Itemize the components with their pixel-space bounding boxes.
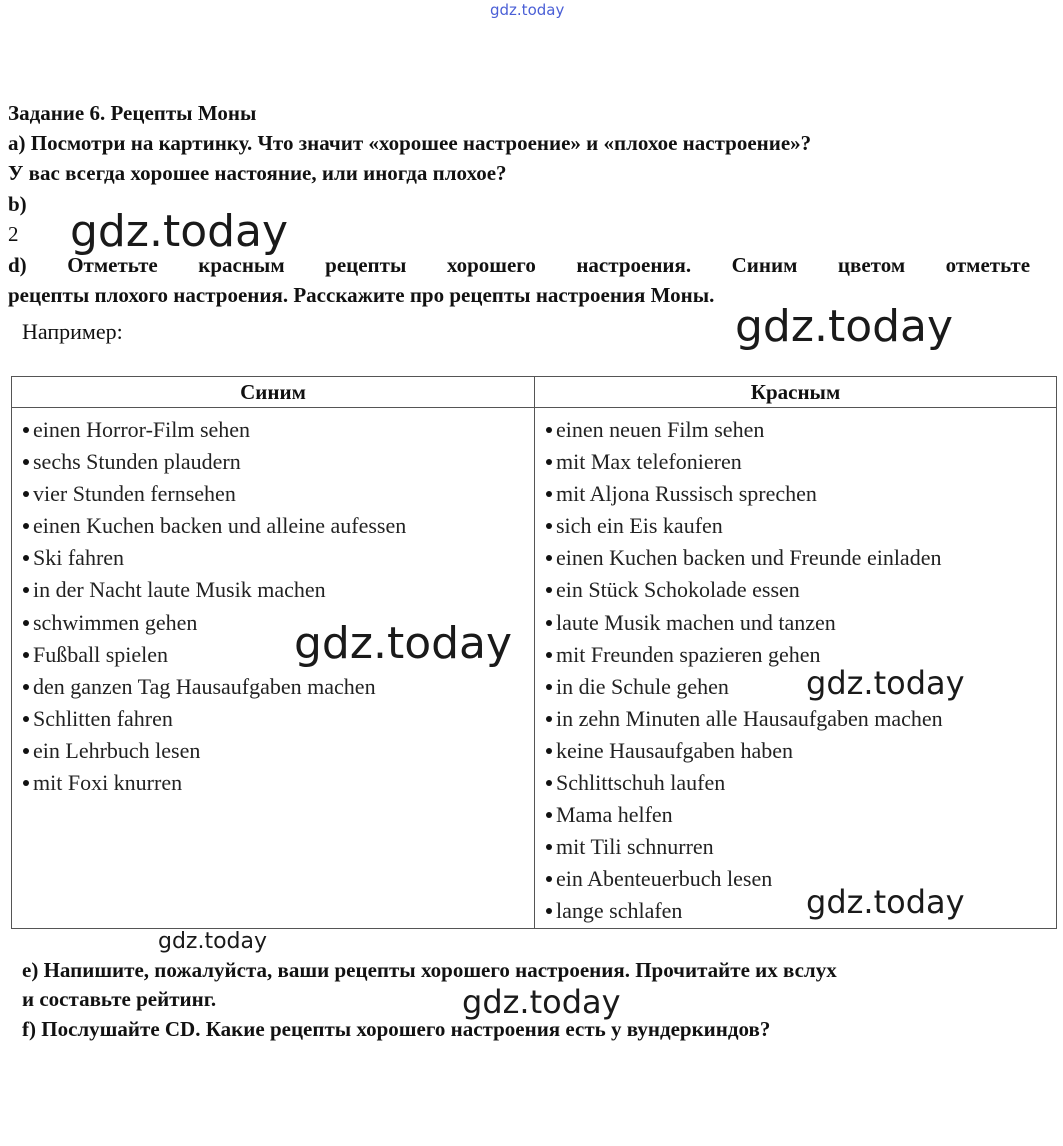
list-item-text: ein Stück Schokolade essen (556, 577, 800, 603)
list-item (535, 671, 1056, 703)
list-item-text: ein Lehrbuch lesen (33, 737, 201, 763)
bullet-icon (546, 780, 552, 786)
d-word: хорошего (446, 253, 536, 277)
bullet-icon (546, 491, 552, 497)
list-item (12, 767, 534, 799)
task-e-line1: e) Напишите, пожалуйста, ваши рецепты хорошего настроения. Прочитайте их вслух (22, 958, 837, 982)
task-b-answer: 2 (8, 222, 19, 246)
list-item-text: den ganzen Tag Hausaufgaben machen (33, 673, 376, 699)
bullet-icon (546, 908, 552, 914)
bullet-icon (546, 844, 552, 850)
task-f-line: f) Послушайте CD. Какие рецепты хорошего настроения есть у вундеркиндов? (22, 1017, 771, 1041)
bullet-icon (546, 459, 552, 465)
list-item-text: lange schlafen (556, 898, 683, 924)
list-item-text: in zehn Minuten alle Hausaufgaben machen (556, 705, 943, 731)
watermark: gdz.today (294, 618, 513, 669)
list-item-text: keine Hausaufgaben haben (556, 737, 794, 763)
list-item (535, 574, 1056, 606)
list-item-text: Schlittschuh laufen (556, 770, 726, 796)
watermark: gdz.today (806, 664, 965, 702)
list-item (12, 510, 534, 542)
list-item-text: mit Aljona Russisch sprechen (556, 481, 817, 507)
list-item-text: mit Tili schnurren (556, 834, 714, 860)
list-item (12, 703, 534, 735)
task-title: Задание 6. Рецепты Моны (8, 101, 257, 125)
task-b-label: b) (8, 192, 27, 216)
list-item (535, 414, 1056, 446)
watermark: gdz.today (158, 929, 268, 954)
red-recipes-list (535, 414, 1056, 928)
list-item (535, 831, 1056, 863)
bullet-icon (23, 459, 29, 465)
bullet-icon (23, 684, 29, 690)
task-a-line2: У вас всегда хорошее настояние, или иногда плохое? (8, 161, 507, 185)
watermark: gdz.today (735, 301, 954, 352)
bullet-icon (546, 427, 552, 433)
list-item (535, 895, 1056, 927)
bullet-icon (23, 555, 29, 561)
bullet-icon (546, 812, 552, 818)
list-item (535, 767, 1056, 799)
list-item-text: Fußball spielen (33, 641, 169, 667)
d-word: настроения. (576, 253, 692, 277)
list-item (535, 510, 1056, 542)
list-item (12, 446, 534, 478)
list-item-text: in die Schule gehen (556, 673, 729, 699)
d-word: Синим (731, 253, 798, 277)
list-item (535, 703, 1056, 735)
list-item-text: Ski fahren (33, 545, 125, 571)
bullet-icon (546, 620, 552, 626)
list-item-text: Schlitten fahren (33, 705, 173, 731)
list-item (535, 639, 1056, 671)
list-item-text: einen Kuchen backen und Freunde einladen (556, 545, 942, 571)
list-item (12, 414, 534, 446)
bullet-icon (23, 427, 29, 433)
list-item-text: ein Abenteuerbuch lesen (556, 866, 773, 892)
list-item-text: einen Horror-Film sehen (33, 417, 251, 442)
watermark: gdz.today (70, 206, 289, 257)
task-d-line1 (8, 255, 1030, 276)
blue-recipes-list (12, 414, 534, 799)
list-item (12, 542, 534, 574)
example-label: Например: (22, 319, 123, 344)
watermark: gdz.today (462, 983, 621, 1021)
recipes-table (11, 376, 1057, 929)
list-item-text: sechs Stunden plaudern (33, 449, 241, 475)
list-item (12, 671, 534, 703)
list-item-text: in der Nacht laute Musik machen (33, 577, 326, 603)
bullet-icon (546, 716, 552, 722)
d-word: d) (8, 253, 27, 277)
list-item (535, 607, 1056, 639)
list-item-text: einen neuen Film sehen (556, 417, 765, 442)
bullet-icon (546, 523, 552, 529)
watermark-top: gdz.today (490, 1, 565, 19)
bullet-icon (546, 748, 552, 754)
list-item (12, 735, 534, 767)
d-word: отметьте (945, 253, 1031, 277)
list-item (535, 863, 1056, 895)
list-item (535, 478, 1056, 510)
task-e-line2: и составьте рейтинг. (22, 987, 217, 1011)
bullet-icon (23, 491, 29, 497)
list-item (12, 574, 534, 606)
task-d-line2: рецепты плохого настроения. Расскажите про рецепты настроения Моны. (8, 283, 715, 307)
list-item-text: sich ein Eis kaufen (556, 513, 723, 539)
list-item-text: schwimmen gehen (33, 609, 198, 635)
bullet-icon (23, 780, 29, 786)
list-item (535, 542, 1056, 574)
bullet-icon (23, 587, 29, 593)
list-item (12, 478, 534, 510)
list-item-text: mit Foxi knurren (33, 770, 183, 796)
d-word: Отметьте (67, 253, 158, 277)
bullet-icon (546, 652, 552, 658)
list-item-text: mit Freunden spazieren gehen (556, 641, 821, 667)
bullet-icon (23, 716, 29, 722)
watermark: gdz.today (806, 883, 965, 921)
list-item (535, 799, 1056, 831)
red-column (535, 408, 1057, 929)
list-item (535, 446, 1056, 478)
d-word: рецепты (325, 253, 407, 277)
bullet-icon (546, 587, 552, 593)
bullet-icon (23, 748, 29, 754)
bullet-icon (546, 876, 552, 882)
d-word: красным (198, 253, 285, 277)
list-item-text: mit Max telefonieren (556, 449, 742, 475)
bullet-icon (546, 684, 552, 690)
header-blue: Синим (12, 377, 535, 408)
bullet-icon (23, 620, 29, 626)
bullet-icon (23, 523, 29, 529)
d-word: цветом (837, 253, 906, 277)
list-item-text: einen Kuchen backen und alleine aufessen (33, 513, 407, 539)
list-item-text: laute Musik machen und tanzen (556, 609, 836, 635)
bullet-icon (546, 555, 552, 561)
list-item-text: Mama helfen (556, 802, 673, 828)
list-item (535, 735, 1056, 767)
list-item-text: vier Stunden fernsehen (33, 481, 236, 507)
task-a-line1: а) Посмотри на картинку. Что значит «хорошее настроение» и «плохое настроение»? (8, 131, 812, 155)
bullet-icon (23, 652, 29, 658)
header-red: Красным (535, 377, 1057, 408)
